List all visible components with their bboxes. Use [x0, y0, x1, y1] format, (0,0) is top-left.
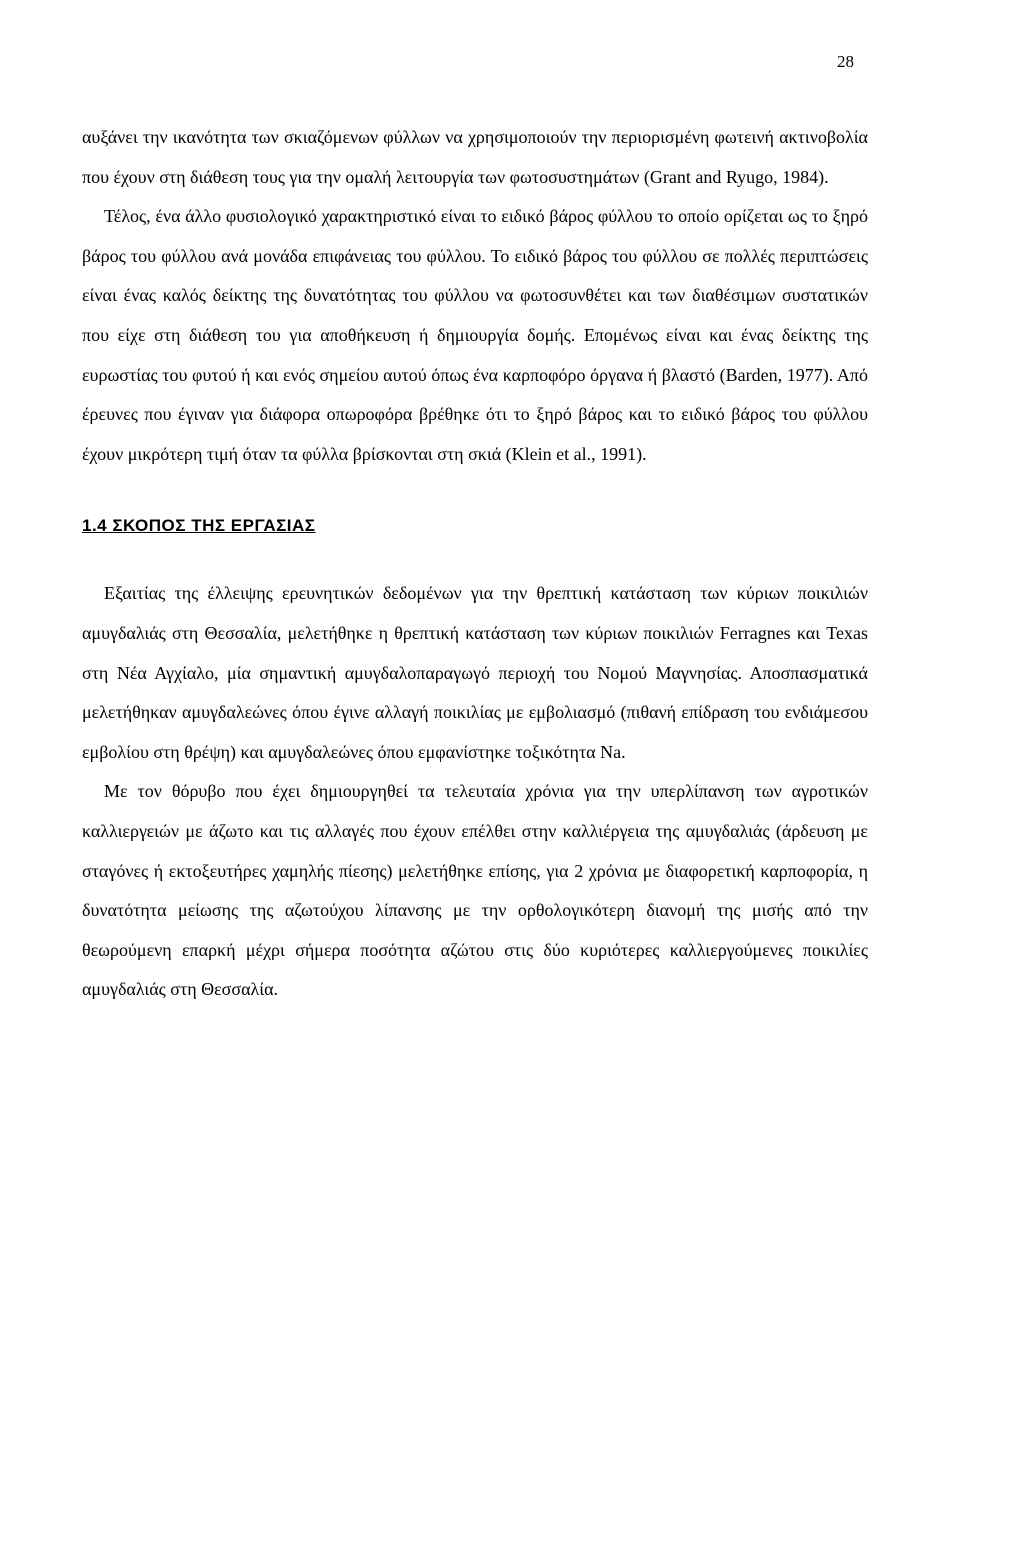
paragraph: Τέλος, ένα άλλο φυσιολογικό χαρακτηριστικό είναι το ειδικό βάρος φύλλου το οποίο ορίζεται ως το ξηρό βάρος του φύλλου ανά μονάδα επιφάνειας του φύλλου. Το ειδικό βάρος του φύλλου σε πολλές περιπτώσεις είναι ένας καλός δείκτης της δυνατότητας του φύλλου να φωτοσυνθέτει και των διαθέσιμων συστατικών που είχε στη διάθεση του για αποθήκευση ή δημιουργία δομής. Επομένως είναι και ένας δείκτης της ευρωστίας του φυτού ή και ενός σημείου αυτού όπως ένα καρποφόρο όργανα ή βλαστό (Barden, 1977). Από έρευνες που έγιναν για διάφορα οπωροφόρα βρέθηκε ότι το ξηρό βάρος και το ειδικό βάρος του φύλλου έχουν μικρότερη τιμή όταν τα φύλλα βρίσκονται στη σκιά (Klein et al., 1991).	[82, 206, 868, 464]
page-number: 28	[837, 52, 854, 71]
section-heading: 1.4 ΣΚΟΠΟΣ ΤΗΣ ΕΡΓΑΣΙΑΣ	[82, 516, 316, 536]
document-body	[82, 118, 868, 1010]
paragraph: Εξαιτίας της έλλειψης ερευνητικών δεδομένων για την θρεπτική κατάσταση των κύριων ποικιλιών αμυγδαλιάς στη Θεσσαλία, μελετήθηκε η θρεπτική κατάσταση των κύριων ποικιλιών Ferragnes και Texas στη Νέα Αγχίαλο, μία σημαντική αμυγδαλοπαραγωγό περιοχή του Νομού Μαγνησίας. Αποσπασματικά μελετήθηκαν αμυγδαλεώνες όπου έγινε αλλαγή ποικιλίας με εμβολιασμό (πιθανή επίδραση του ενδιάμεσου εμβολίου στη θρέψη) και αμυγδαλεώνες όπου εμφανίστηκε τοξικότητα Na.	[82, 583, 868, 762]
paragraph: Με τον θόρυβο που έχει δημιουργηθεί τα τελευταία χρόνια για την υπερλίπανση των αγροτικών καλλιεργειών με άζωτο και τις αλλαγές που έχουν επέλθει στην καλλιέργεια της αμυγδαλιάς (άρδευση με σταγόνες ή εκτοξευτήρες χαμηλής πίεσης) μελετήθηκε επίσης, για 2 χρόνια με διαφορετική καρποφορία, η δυνατότητα μείωσης της αζωτούχου λίπανσης με την ορθολογικότερη διανομή της μισής από την θεωρούμενη επαρκή μέχρι σήμερα ποσότητα αζώτου στις δύο κυριότερες καλλιεργούμενες ποικιλίες αμυγδαλιάς στη Θεσσαλία.	[82, 781, 868, 1000]
paragraph: αυξάνει την ικανότητα των σκιαζόμενων φύλλων να χρησιμοποιούν την περιορισμένη φωτεινή ακτινοβολία που έχουν στη διάθεση τους για την ομαλή λειτουργία των φωτοσυστημάτων (Grant and Ryugo, 1984).	[82, 127, 868, 187]
